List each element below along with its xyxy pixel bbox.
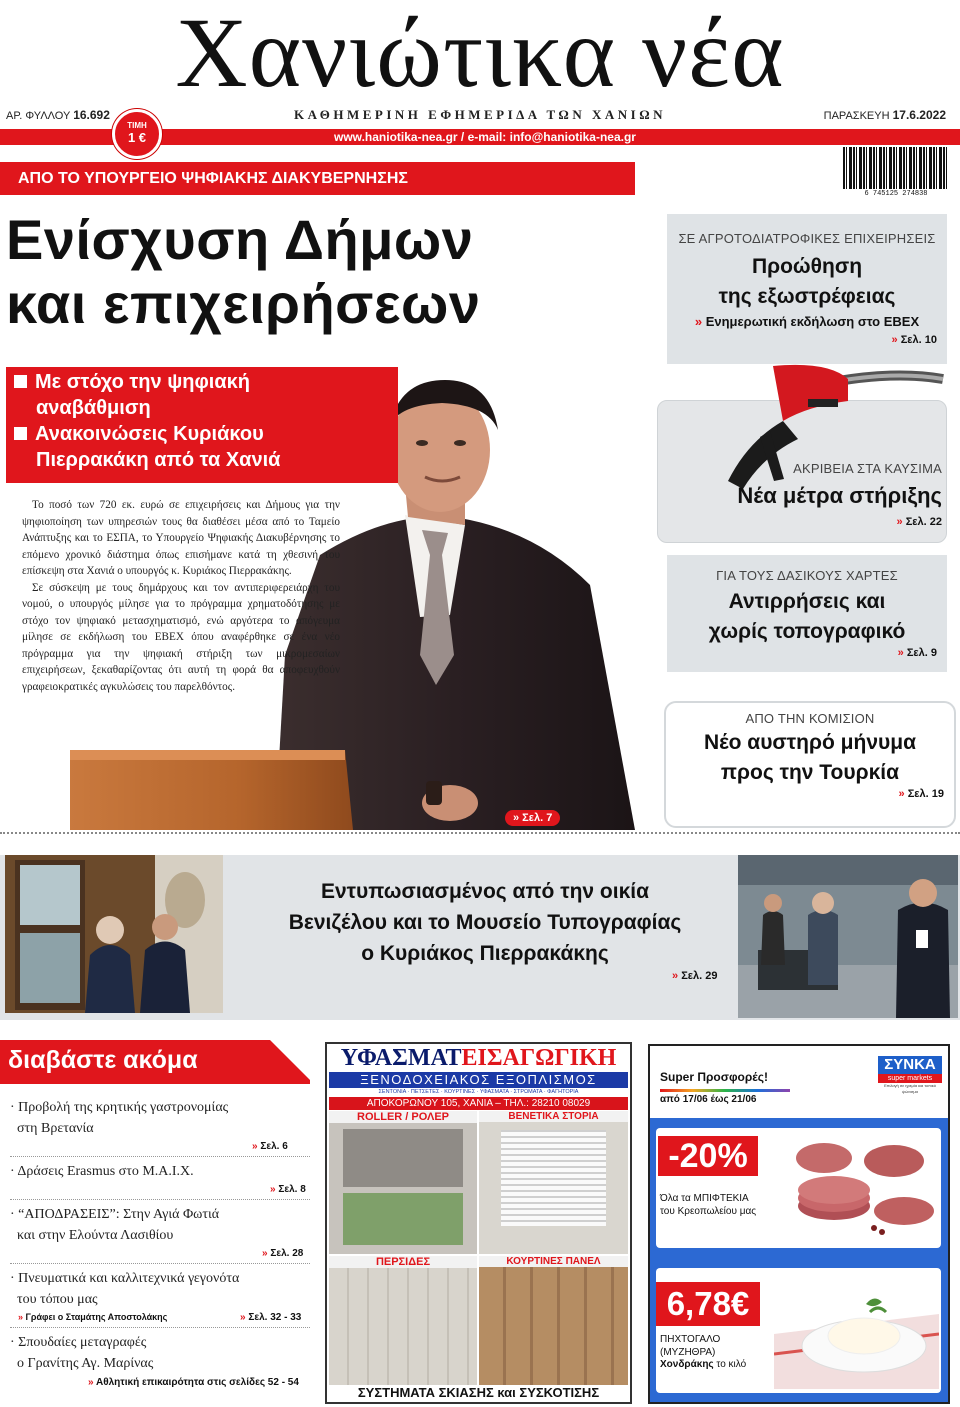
lead-bullets: Με στόχο την ψηφιακή αναβάθμιση Ανακοινώσεις Κυριάκου Πιερρακάκη από τα Χανιά xyxy=(6,367,398,483)
ad-fabrics-line: ΞΕΝΟΔΟΧΕΙΑΚΟΣ ΕΞΟΠΛΙΣΜΟΣ xyxy=(329,1072,628,1088)
strip-page-ref[interactable]: » Σελ. 29 xyxy=(672,970,718,982)
bullet-square-icon xyxy=(14,427,27,440)
read-more-separator xyxy=(10,1199,310,1200)
read-more-note: » Γράφει ο Σταμάτης Αποστολάκης xyxy=(18,1312,168,1322)
sidebar-story-1[interactable]: ΣΕ ΑΓΡΟΤΟΔΙΑΤΡΟΦΙΚΕΣ ΕΠΙΧΕΙΡΗΣΕΙΣ Προώθηση της εξωστρέφειας » Ενημερωτική εκδήλωση στο ΕΒΕΧ » Σελ. 10 xyxy=(667,214,947,364)
ad-fabrics-small: ΣΕΝΤΟΝΙΑ · ΠΕΤΣΕΤΕΣ · ΚΟΥΡΤΙΝΕΣ · ΥΦΑΣΜΑΤΑ · ΣΤΡΩΜΑΤΑ · ΦΑΓΗΤΟΡΙΑ xyxy=(378,1089,579,1095)
barcode-number: 6 745125 274838 xyxy=(843,190,949,198)
read-more-page-1[interactable]: » Σελ. 6 xyxy=(252,1141,288,1152)
lead-kicker: ΑΠΟ ΤΟ ΥΠΟΥΡΓΕΙΟ ΨΗΦΙΑΚΗΣ ΔΙΑΚΥΒΕΡΝΗΣΗΣ xyxy=(0,162,635,195)
barcode xyxy=(843,147,949,189)
lead-headline[interactable]: Ενίσχυση Δήμων και επιχειρήσεων xyxy=(6,208,481,335)
read-more-separator xyxy=(10,1263,310,1264)
ad-synka-period: από 17/06 έως 21/06 xyxy=(660,1094,757,1105)
read-more-header: διαβάστε ακόμα xyxy=(0,1040,310,1090)
read-more-page-3[interactable]: » Σελ. 28 xyxy=(262,1248,304,1259)
issue-date: ΠΑΡΑΣΚΕΥΗ 17.6.2022 xyxy=(823,108,946,122)
lead-page-ref[interactable]: » Σελ. 7 xyxy=(505,808,560,826)
ad-synka-rainbow xyxy=(660,1089,790,1092)
tagline: ΚΑΘΗΜΕΡΙΝΗ ΕΦΗΜΕΡΙΔΑ ΤΩΝ ΧΑΝΙΩΝ xyxy=(293,107,666,122)
issue-number: ΑΡ. ΦΥΛΛΟΥ 16.692 xyxy=(6,108,110,122)
ad-fabrics[interactable] xyxy=(325,1042,632,1404)
lead-body: Το ποσό των 720 εκ. ευρώ σε επιχειρήσεις και Δήμους για την ψηφιοποίηση των υπηρεσιών τους θα διαθέσει μέσα από το Ταμείο Ανάπτυξης και το ΕΣΠΑ, το Υπουργείο Ψηφιακής Διακυβέρνησης το επόμενο χρονικό διάστημα όπως επισήμανε κατά τη χθεσινή του επίσκεψη στα Χανιά ο υπουργός κ. Κυριάκος Πιερρακάκης. Σε σύσκεψη με τους δημάρχους και τον αντιπεριφερειάρχη του νομού, ο υπουργός μίλησε για το πρόγραμμα χρηματοδότησης με στόχο τον ψηφιακό μετασχηματισμό, ενώ αργότερα το απόγευμα μίλησε σε εκδήλωση του ΕΒΕΧ όπου αναφέρθηκε σε ένα νέο πρόγραμμα για την ψηφιακή στήριξη των μικρομεσαίων επιχειρήσεων, ξεκαθαρίζοντας ότι αυτή τη φορά θα αποφευχθούν γραφειοκρατικές αγκυλώσεις του παρελθόντος. xyxy=(22,499,340,693)
read-more-page-5[interactable]: » Αθλητική επικαιρότητα στις σελίδες 52 - 54 xyxy=(88,1377,299,1388)
price-badge: ΤΙΜΗ 1 € xyxy=(112,109,162,159)
masthead-title: Χανιώτικα νέα xyxy=(175,0,785,108)
strip-photo-left xyxy=(5,855,223,1013)
read-more-separator xyxy=(10,1156,310,1157)
ad-fabrics-brand: ΥΦΑΣΜΑΤΕΙΣΑΓΩΓΙΚΗ xyxy=(340,1045,617,1071)
strip-headline[interactable]: Εντυπωσιασμένος από την οικία Βενιζέλου και το Μουσείο Τυπογραφίας ο Κυριάκος Πιερρακάκης xyxy=(288,880,682,965)
read-more-page-2[interactable]: » Σελ. 8 xyxy=(270,1184,306,1195)
web-contact[interactable]: www.haniotika-nea.gr / e-mail: info@haniotika-nea.gr xyxy=(334,130,636,144)
ad-fabrics-address: ΑΠΟΚΟΡΩΝΟΥ 105, ΧΑΝΙΑ – ΤΗΛ.: 28210 08029 xyxy=(329,1097,628,1110)
sidebar-story-2[interactable]: ΑΚΡΙΒΕΙΑ ΣΤΑ ΚΑΥΣΙΜΑ Νέα μέτρα στήριξης » Σελ. 22 xyxy=(657,400,947,543)
sidebar-story-4[interactable]: ΑΠΟ ΤΗΝ ΚΟΜΙΣΙΟΝ Νέο αυστηρό μήνυμα προς την Τουρκία » Σελ. 19 xyxy=(664,701,956,828)
ad-synka[interactable] xyxy=(648,1044,950,1404)
ad-synka-deal-2[interactable]: 6,78€ ΠΗΧΤΟΓΑΛΟ (ΜΥΖΗΘΡΑ) Χονδράκης το κιλό xyxy=(656,1268,941,1393)
read-more-item-4[interactable]: · Πνευματικά και καλλιτεχνικά γεγονότα του τόπου μας xyxy=(10,1271,240,1307)
strip-photo-right xyxy=(738,855,958,1018)
ad-fabrics-footer: ΣΥΣΤΗΜΑΤΑ ΣΚΙΑΣΗΣ και ΣΥΣΚΟΤΙΣΗΣ xyxy=(327,1385,630,1400)
read-more-page-4[interactable]: » Σελ. 32 - 33 xyxy=(240,1312,302,1323)
ad-synka-logo: ΣΥΝΚΑ super markets Επιλογή σε ηρεμία και τοπικό ψώνισμα xyxy=(878,1056,942,1094)
sidebar-story-3[interactable]: ΓΙΑ ΤΟΥΣ ΔΑΣΙΚΟΥΣ ΧΑΡΤΕΣ Αντιρρήσεις και χωρίς τοπογραφικό » Σελ. 9 xyxy=(667,555,947,672)
ad-synka-deal-1[interactable]: -20% Όλα τα ΜΠΙΦΤΕΚΙΑ του Κρεοπωλείου μας xyxy=(656,1128,941,1248)
read-more-item-1[interactable]: · Προβολή της κρητικής γαστρονομίας στη Βρετανία xyxy=(10,1100,229,1136)
read-more-item-3[interactable]: · “ΑΠΟΔΡΑΣΕΙΣ”: Στην Αγιά Φωτιά και στην Ελούντα Λασιθίου xyxy=(10,1207,220,1243)
section-divider xyxy=(0,832,960,834)
cheese-plate-icon xyxy=(774,1274,939,1389)
read-more-separator xyxy=(10,1327,310,1328)
read-more-item-5[interactable]: · Σπουδαίες μεταγραφές ο Γρανίτης Αγ. Μαρίνας xyxy=(10,1335,154,1371)
burger-patties-icon xyxy=(774,1136,939,1241)
read-more-item-2[interactable]: · Δράσεις Erasmus στο Μ.Α.Ι.Χ. xyxy=(10,1164,194,1179)
bullet-square-icon xyxy=(14,375,27,388)
ad-fabrics-products: ROLLER / ΡΟΛΕΡ ΒΕΝΕΤΙΚΑ ΣΤΟΡΙΑ ΠΕΡΣΙΔΕΣ ΚΟΥΡΤΙΝΕΣ ΠΑΝΕΛ xyxy=(327,1110,630,1399)
ad-synka-title: Super Προσφορές! xyxy=(660,1070,768,1084)
